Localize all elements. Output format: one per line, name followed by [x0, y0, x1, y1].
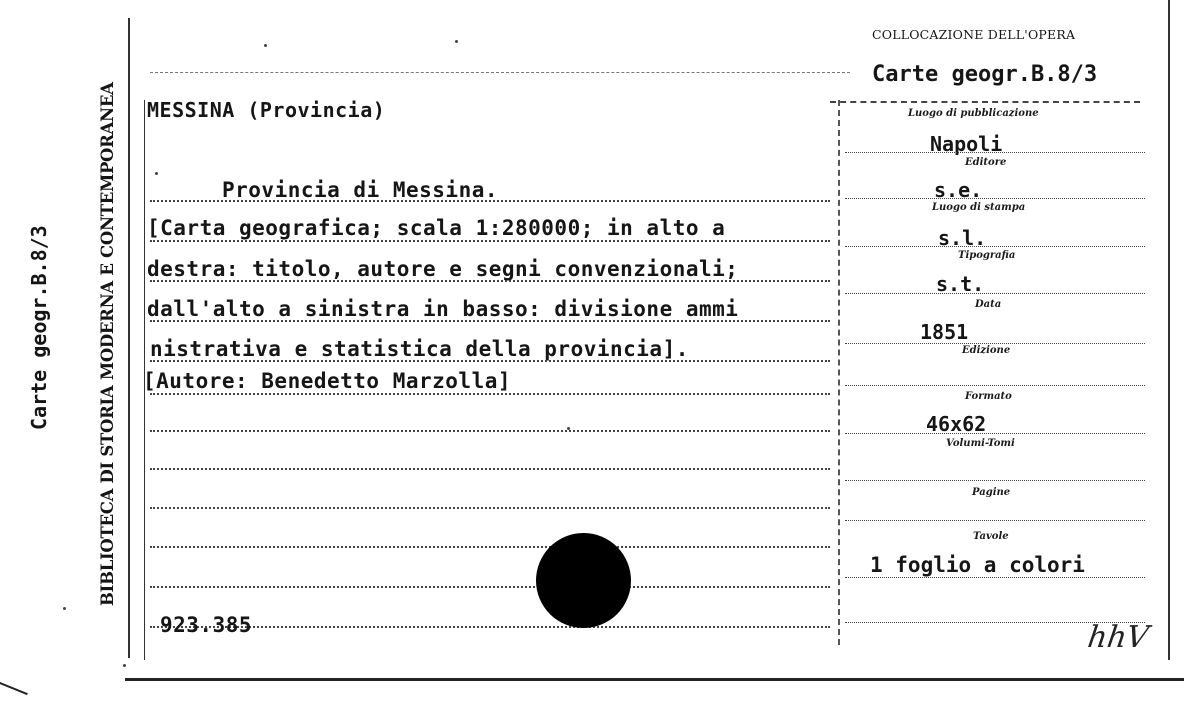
speck — [264, 44, 267, 47]
field-rule-6 — [845, 385, 1145, 386]
collocazione-label: COLLOCAZIONE DELL'OPERA — [872, 27, 1076, 42]
tipografia-label: Tipografia — [958, 250, 1016, 261]
luogo-pubblicazione-value: Napoli — [930, 132, 1003, 156]
header-rule — [150, 72, 850, 73]
speck — [455, 40, 458, 43]
title-rule — [150, 200, 830, 202]
editore-label: Editore — [965, 157, 1007, 168]
author-line: [Autore: Benedetto Marzolla] — [143, 369, 512, 393]
inventory-number: 923.385 — [160, 613, 253, 637]
entry-title: Provincia di Messina. — [222, 178, 499, 202]
description-line-2: destra: titolo, autore e segni convenzionali; — [147, 257, 739, 281]
tavole-label: Tavole — [973, 531, 1009, 542]
edizione-label: Edizione — [962, 345, 1011, 356]
speck — [567, 427, 570, 430]
left-border-line — [128, 18, 130, 658]
collocazione-value: Carte geogr.B.8/3 — [872, 62, 1098, 87]
field-rule-3 — [845, 246, 1145, 247]
punch-hole — [536, 533, 631, 628]
field-rule-10 — [845, 577, 1145, 578]
description-line-3: dall'alto a sinistra in basso: divisione ammi — [147, 297, 739, 321]
entry-heading: MESSINA (Provincia) — [147, 98, 386, 122]
field-rule-1 — [845, 152, 1145, 153]
rule-1 — [150, 240, 830, 242]
volumi-label: Volumi-Tomi — [946, 438, 1015, 449]
luogo-pubblicazione-label: Luogo di pubblicazione — [908, 108, 1039, 119]
data-value: 1851 — [920, 320, 969, 344]
pagine-label: Pagine — [972, 487, 1011, 498]
rule-7 — [150, 468, 830, 470]
rule-9 — [150, 546, 830, 548]
right-border-line — [1168, 0, 1170, 660]
tipografia-value: s.t. — [936, 272, 985, 296]
luogo-stampa-value: s.l. — [938, 226, 987, 250]
fields-border-line — [838, 100, 840, 645]
luogo-stampa-label: Luogo di stampa — [932, 202, 1026, 213]
rule-5 — [150, 393, 830, 395]
speck — [123, 664, 126, 667]
formato-label: Formato — [965, 391, 1012, 402]
speck — [63, 607, 66, 610]
field-rule-5 — [845, 343, 1145, 344]
rule-10 — [150, 586, 830, 588]
rule-2 — [150, 280, 830, 282]
field-rule-8 — [845, 480, 1145, 481]
handwritten-initials: hhV — [1085, 620, 1151, 655]
call-number-vertical: Carte geogr.B.8/3 — [27, 225, 51, 430]
field-rule-9 — [845, 520, 1145, 521]
data-label: Data — [975, 299, 1002, 310]
fields-top-rule — [830, 101, 1140, 103]
formato-value: 46x62 — [926, 412, 987, 436]
rule-3 — [150, 320, 830, 322]
description-line-1: [Carta geografica; scala 1:280000; in alto a — [147, 216, 726, 240]
rule-4 — [150, 360, 830, 362]
library-name-vertical: BIBLIOTECA DI STORIA MODERNA E CONTEMPORANEA — [98, 82, 117, 606]
field-rule-2 — [845, 198, 1145, 199]
bottom-rule — [125, 678, 1184, 681]
rule-6 — [150, 430, 830, 432]
description-line-4: nistrativa e statistica della provincia]. — [150, 337, 689, 361]
speck — [155, 172, 158, 175]
field-rule-4 — [845, 293, 1145, 294]
rule-8 — [150, 507, 830, 509]
tavole-value: 1 foglio a colori — [870, 553, 1085, 577]
editore-value: s.e. — [934, 178, 983, 202]
field-rule-7 — [845, 433, 1145, 434]
corner-mark — [0, 682, 28, 695]
